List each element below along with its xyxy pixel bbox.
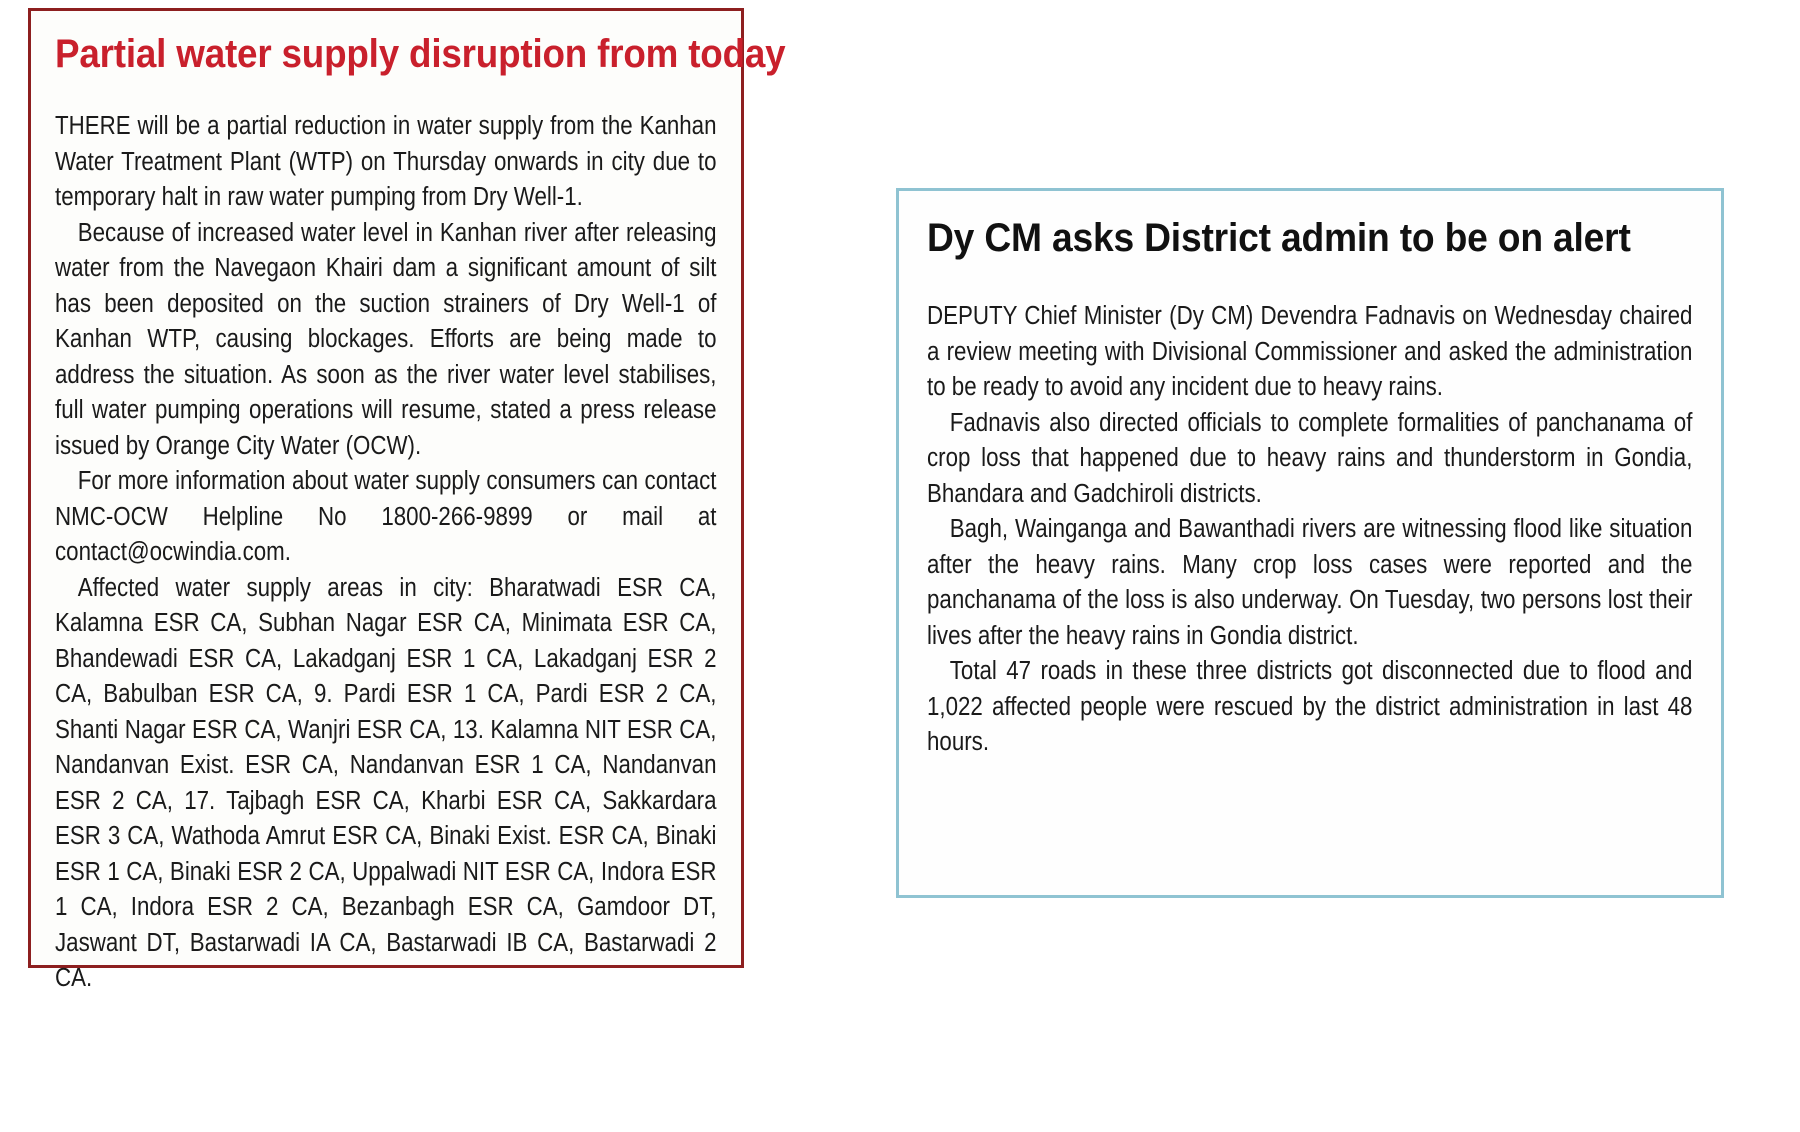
paragraph: For more information about water supply consumers can contact NMC-OCW Helpline No 1800-266-9899 or mail at contact@ocwindia.com. [55, 467, 717, 566]
article-body-dy-cm [927, 299, 1692, 761]
paragraph: DEPUTY Chief Minister (Dy CM) Devendra Fadnavis on Wednesday chaired a review meeting with Divisional Commissioner and asked the administration to be ready to avoid any incident due to heavy rains. [927, 302, 1693, 401]
article-headline-water-supply: Partial water supply disruption from today [55, 32, 786, 76]
article-dy-cm-alert [896, 188, 1724, 898]
paragraph: Bagh, Wainganga and Bawanthadi rivers are witnessing flood like situation after the heavy rains. Many crop loss cases were reported and the panchanama of the loss is also underway. On Tuesday, two persons lost their lives after the heavy rains in Gondia district. [927, 515, 1693, 650]
paragraph: Because of increased water level in Kanhan river after releasing water from the Navegaon Khairi dam a significant amount of silt has been deposited on the suction strainers of Dry Well-1 of Kanhan WTP, causing blockages. Efforts are being made to address the situation. As soon as the river water level stabilises, full water pumping operations will resume, stated a press release issued by Orange City Water (OCW). [55, 218, 717, 460]
paragraph: Fadnavis also directed officials to complete formalities of panchanama of crop loss that happened due to heavy rains and thunderstorm in Gondia, Bhandara and Gadchiroli districts. [927, 408, 1693, 508]
paragraph: Affected water supply areas in city: Bharatwadi ESR CA, Kalamna ESR CA, Subhan Nagar ESR CA, Minimata ESR CA, Bhandewadi ESR CA, Lakadganj ESR 1 CA, Lakadganj ESR 2 CA, Babulban ESR CA, 9. Pardi ESR 1 CA, Pardi ESR 2 CA, Shanti Nagar ESR CA, Wanjri ESR CA, 13. Kalamna NIT ESR CA, Nandanvan Exist. ESR CA, Nandanvan ESR 1 CA, Nandanvan ESR 2 CA, 17. Tajbagh ESR CA, Kharbi ESR CA, Sakkardara ESR 3 CA, Wathoda Amrut ESR CA, Binaki Exist. ESR CA, Binaki ESR 1 CA, Binaki ESR 2 CA, Uppalwadi NIT ESR CA, Indora ESR 1 CA, Indora ESR 2 CA, Bezanbagh ESR CA, Gamdoor DT, Jaswant DT, Bastarwadi IA CA, Bastarwadi IB CA, Bastarwadi 2 CA. [55, 573, 717, 992]
paragraph: THERE will be a partial reduction in water supply from the Kanhan Water Treatment Plant (WTP) on Thursday onwards in city due to temporary halt in raw water pumping from Dry Well-1. [55, 112, 717, 211]
article-headline-dy-cm: Dy CM asks District admin to be on alert [927, 216, 1631, 260]
article-water-supply [28, 8, 786, 992]
paragraph: Total 47 roads in these three districts got disconnected due to flood and 1,022 affected people were rescued by the district administration in last 48 hours. [927, 657, 1693, 756]
article-body-water-supply [55, 109, 717, 997]
